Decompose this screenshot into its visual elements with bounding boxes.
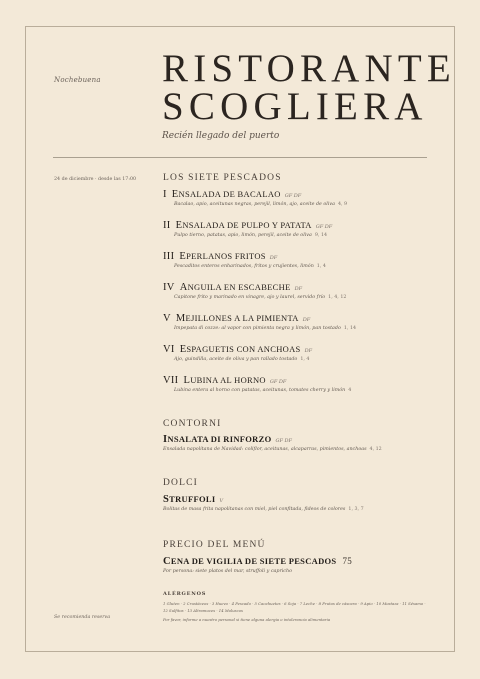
price-value: 75 — [342, 556, 353, 566]
section-heading-contorni: CONTORNI — [163, 419, 222, 429]
allergens-note: Por favor, informe a nuestro personal si tiene alguna alergia o intolerancia alimentaria — [163, 617, 331, 622]
title-line-1: RISTORANTE — [162, 47, 456, 90]
menu-item: VI ESPAGUETIS CON ANCHOAS DF Ajo, guindilla, aceite de oliva y pan rallado tostado 1, 4 — [163, 344, 313, 362]
allergens-heading: ALÉRGENOS — [163, 591, 207, 597]
menu-item: I ENSALADA DE BACALAO GF DF Bacalao, apio, aceitunas negras, perejil, limón, ajo, aceite de oliva 4, 9 — [163, 189, 348, 207]
restaurant-title — [162, 47, 456, 128]
title-line-2: SCOGLIERA — [162, 85, 428, 128]
event-date: 24 de diciembre · desde las 17:00 — [54, 177, 137, 182]
divider — [53, 157, 427, 158]
section-heading-pescados: LOS SIETE PESCADOS — [163, 173, 282, 183]
section-heading-precio: PRECIO DEL MENÚ — [163, 540, 266, 550]
occasion-label: Nochebuena — [54, 76, 101, 84]
menu-item: STRUFFOLI V Bolitas de masa frita napolitanas con miel, piel confitada, fideos de colores 1, 3, 7 — [163, 494, 364, 512]
menu-item: IV ANGUILA EN ESCABECHE DF Capitone frito y marinado en vinagre, ajo y laurel, servido frío 1, 4, 12 — [163, 282, 347, 300]
menu-item: VII LUBINA AL HORNO GF DF Lubina entera al horno con patatas, aceitunas, tomates cherry y limón 4 — [163, 375, 352, 393]
menu-item: III EPERLANOS FRITOS DF Pescaditos enteros enharinados, fritos y crujientes, limón 1, 4 — [163, 251, 326, 269]
set-menu-price: CENA DE VIGILIA DE SIETE PESCADOS 75 Por persona: siete platos del mar, struffoli y capricho — [163, 556, 353, 574]
tagline: Recién llegado del puerto — [162, 131, 280, 141]
menu-item: V MEJILLONES A LA PIMIENTA DF Impepata di cozze: al vapor con pimienta negra y limón, pan tostado 1, 14 — [163, 313, 357, 331]
section-heading-dolci: DOLCI — [163, 478, 199, 488]
menu-item: II ENSALADA DE PULPO Y PATATA GF DF Pulpo tierno, patatas, apio, limón, perejil, aceite de oliva 9, 14 — [163, 220, 333, 238]
allergens-list: 1 Gluten · 2 Crustáceos · 3 Huevo · 4 Pescado · 5 Cacahuetes · 6 Soja · 7 Leche · 8 Frutos de cáscara · 9 Apio · 10 Mostaza · 11 Sésamo · 12 Sulfitos · 13 Altramuces · 14 Moluscos — [163, 601, 426, 613]
menu-item: INSALATA DI RINFORZO GF DF Ensalada napolitana de Navidad: coliflor, aceitunas, alcaparras, pimientos, anchoas 4, 12 — [163, 434, 382, 452]
reservation-note: Se recomienda reserva — [54, 615, 111, 620]
